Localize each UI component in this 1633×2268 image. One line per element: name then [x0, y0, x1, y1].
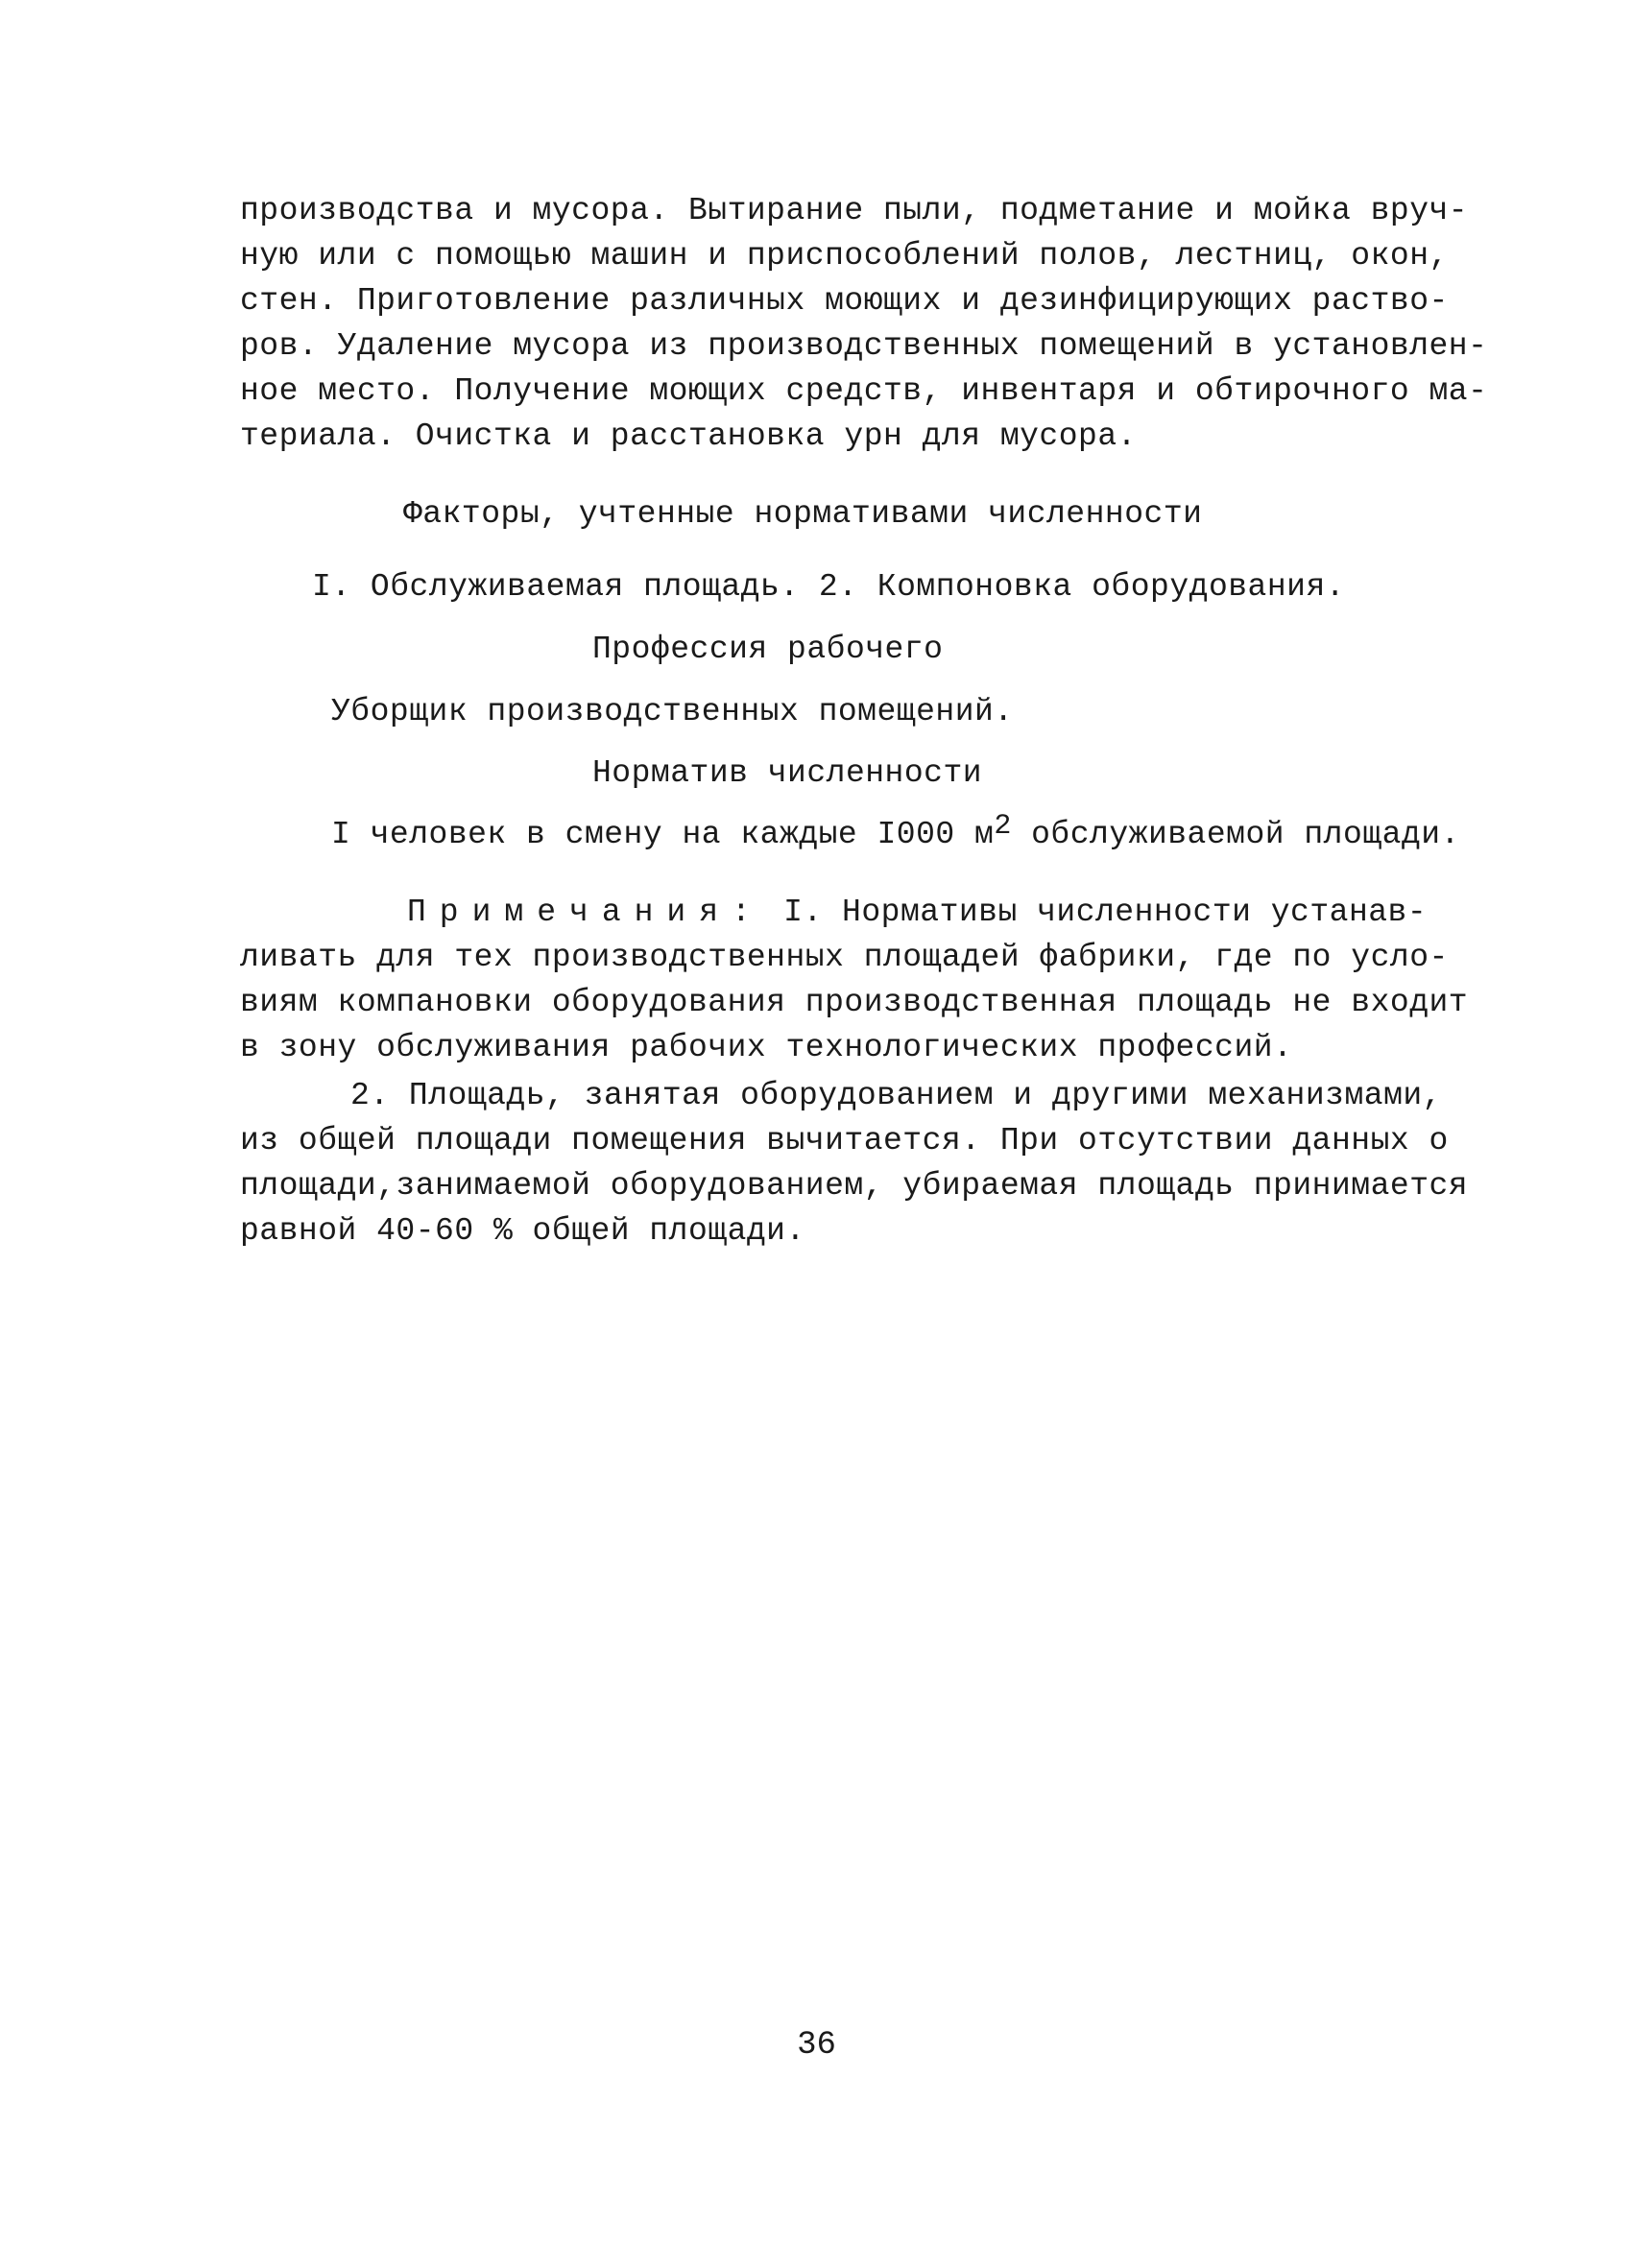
- note2-line: из общей площади помещения вычитается. При отсутствии данных о: [240, 1123, 1449, 1158]
- intro-line: стен. Приготовление различных моющих и дезинфицирующих раство-: [240, 283, 1449, 319]
- intro-line: ную или с помощью машин и приспособлений полов, лестниц, окон,: [240, 238, 1449, 274]
- notes-first-line: [407, 894, 1427, 932]
- intro-line: ров. Удаление мусора из производственных помещений в установлен-: [240, 328, 1488, 364]
- norm-exponent: 2: [994, 810, 1012, 843]
- notes-line: в зону обслуживания рабочих технологических профессий.: [240, 1030, 1293, 1065]
- intro-line: производства и мусора. Вытирание пыли, подметание и мойка вруч-: [240, 193, 1469, 228]
- note2-line: равной 40-60 % общей площади.: [240, 1213, 805, 1249]
- profession-text: Уборщик производственных помещений.: [331, 694, 1014, 729]
- note2-line: 2. Площадь, занятая оборудованием и другими механизмами,: [350, 1078, 1442, 1113]
- notes-line: ливать для тех производственных площадей фабрики, где по усло-: [240, 940, 1449, 975]
- factors-text: I. Обслуживаемая площадь. 2. Компоновка оборудования.: [312, 569, 1346, 605]
- intro-line: териала. Очистка и расстановка урн для мусора.: [240, 418, 1137, 454]
- norm-text-main: I человек в смену на каждые I000 м: [331, 817, 995, 852]
- notes-line: I. Нормативы численности устанав-: [763, 895, 1428, 930]
- notes-label: Примечания:: [407, 895, 764, 930]
- notes-line: виям компановки оборудования производственная площадь не входит: [240, 985, 1469, 1020]
- norm-text-tail: обслуживаемой площади.: [1011, 817, 1460, 852]
- note2-line: площади,занимаемой оборудованием, убираемая площадь принимается: [240, 1168, 1469, 1204]
- norm-heading: Норматив численности: [592, 755, 983, 791]
- factors-heading: Факторы, учтенные нормативами численности: [403, 496, 1203, 532]
- intro-line: ное место. Получение моющих средств, инвентаря и обтирочного ма-: [240, 373, 1488, 409]
- norm-text: [331, 810, 1460, 855]
- page-number: 36: [797, 2027, 836, 2064]
- profession-heading: Профессия рабочего: [592, 632, 944, 667]
